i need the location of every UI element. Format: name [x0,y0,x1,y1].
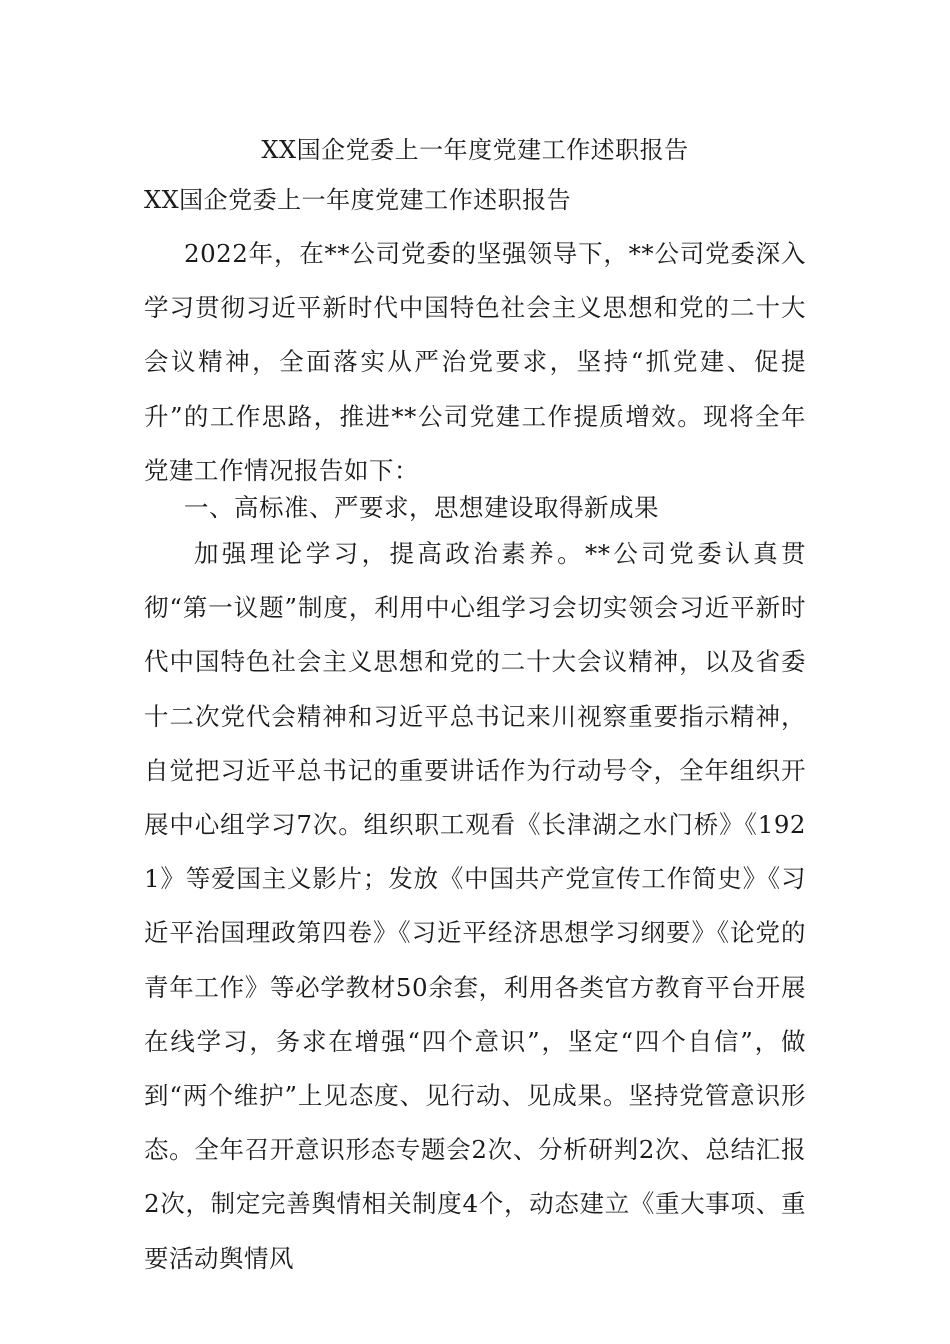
section-heading: 一、高标准、严要求，思想建设取得新成果 [184,493,659,522]
intro-paragraph: 2022年，在**公司党委的坚强领导下，**公司党委深入学习贯彻习近平新时代中国特色社会主义思想和党的二十大会议精神，全面落实从严治党要求，坚持“抓党建、促提升”的工作思路，推进**公司党建工作提质增效。现将全年党建工作情况报告如下： [144,239,806,485]
document-subtitle: XX国企党委上一年度党建工作述职报告 [144,186,572,214]
section-paragraph: 加强理论学习，提高政治素养。**公司党委认真贯彻“第一议题”制度，利用中心组学习会切实领会习近平新时代中国特色社会主义思想和党的二十大会议精神，以及省委十二次党代会精神和习近平总书记来川视察重要指示精神，自觉把习近平总书记的重要讲话作为行动号令，全年组织开展中心组学习7次。组织职工观看《长津湖之水门桥》《1921》等爱国主义影片；发放《中国共产党宣传工作简史》《习近平治国理政第四卷》《习近平经济思想学习纲要》《论党的青年工作》等必学教材50余套，利用各类官方教育平台开展在线学习，务求在增强“四个意识”，坚定“四个自信”，做到“两个维护”上见态度、见行动、见成果。坚持党管意识形态。全年召开意识形态专题会2次、分析研判2次、总结汇报2次，制定完善舆情相关制度4个，动态建立《重大事项、重要活动舆情风 [144,539,806,1273]
document-title: XX国企党委上一年度党建工作述职报告 [261,136,689,164]
